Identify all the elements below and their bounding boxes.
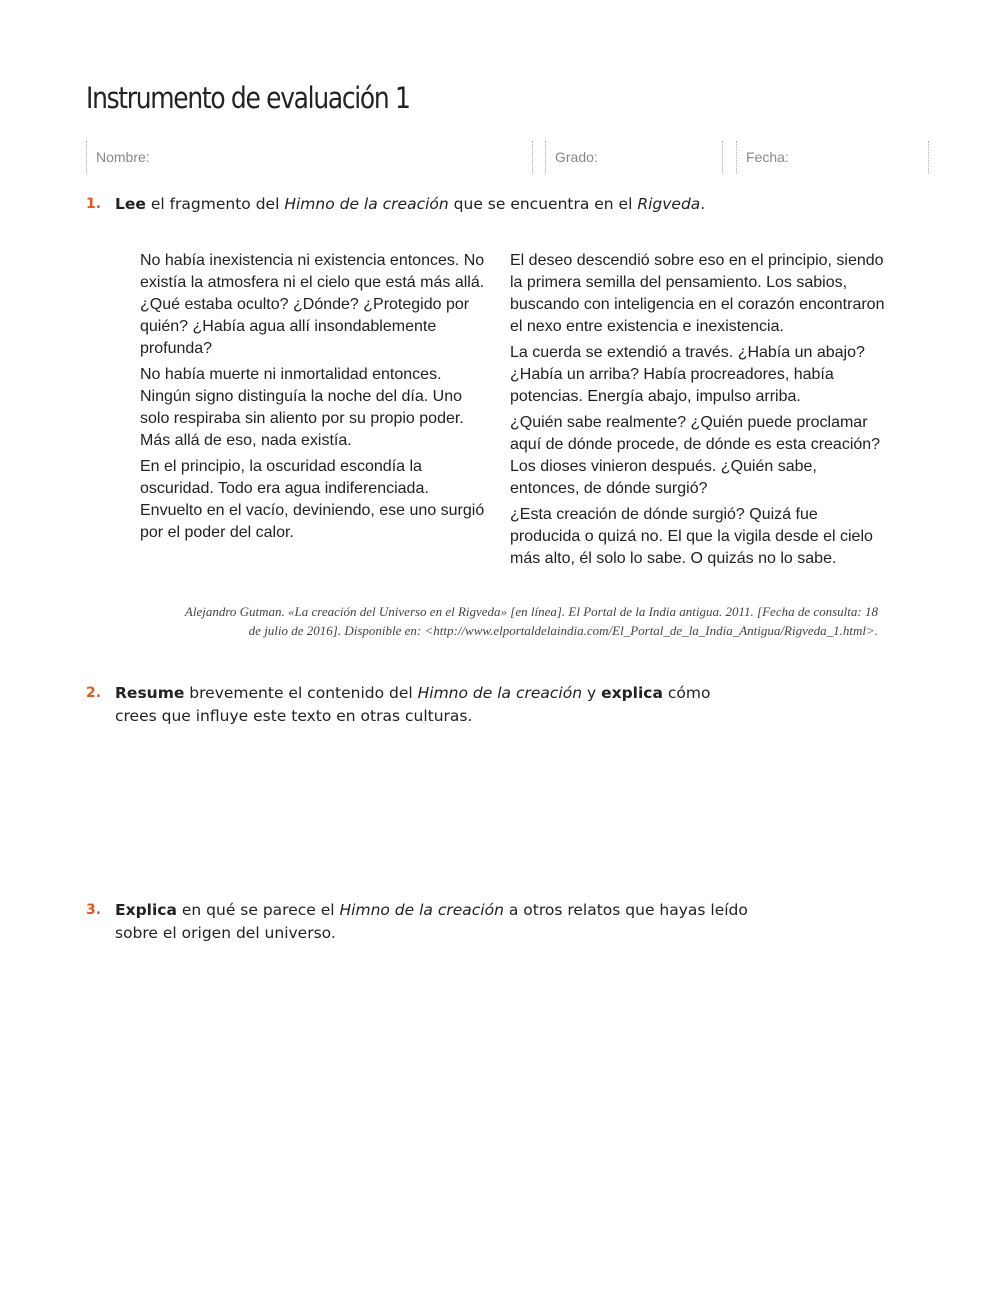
work-title: Himno de la creación bbox=[284, 195, 449, 213]
work-title: Rigveda bbox=[637, 195, 701, 213]
poem-stanza: ¿Esta creación de dónde surgió? Quizá fue producida o quizá no. El que la vigila desde el cielo más alto, él solo lo sabe. O quizás no lo sabe. bbox=[510, 506, 873, 567]
question-text bbox=[115, 682, 755, 728]
citation-line: Alejandro Gutman. «La creación del Universo en el Rigveda» [en línea]. El Portal de la India antigua. 2011. [Fecha de consulta: 18 bbox=[184, 604, 878, 619]
question-text-part: a otros relatos que hayas leído sobre el origen del universo. bbox=[115, 901, 748, 942]
poem-stanza: No había inexistencia ni existencia entonces. No existía la atmosfera ni el cielo que está más allá. ¿Qué estaba oculto? ¿Dónde? ¿Protegido por quién? ¿Había agua allí insondablemente profunda? bbox=[140, 252, 485, 357]
poem-stanza: No había muerte ni inmortalidad entonces. Ningún signo distinguía la noche del día. Uno solo respiraba sin aliento por su propio poder. Más allá de eso, nada existía. bbox=[140, 366, 464, 449]
grado-field[interactable] bbox=[545, 141, 723, 173]
poem-stanza: ¿Quién sabe realmente? ¿Quién puede proclamar aquí de dónde procede, de dónde es esta creación? Los dioses vinieron después. ¿Quién sabe, entonces, de dónde surgió? bbox=[510, 414, 881, 497]
question-text-part: cómo crees que influye este texto en otras culturas. bbox=[115, 684, 711, 725]
poem-stanza: En el principio, la oscuridad escondía la oscuridad. Todo era agua indiferenciada. Envuelto en el vacío, deviniendo, ese uno surgió por el poder del calor. bbox=[140, 458, 485, 541]
question-number: 3. bbox=[86, 902, 102, 918]
student-info-fields bbox=[86, 141, 928, 173]
work-title: Himno de la creación bbox=[339, 901, 504, 919]
instruction-verb: Resume bbox=[115, 684, 185, 702]
question-text-part: que se encuentra en el bbox=[448, 195, 638, 213]
question-text-part: y bbox=[582, 684, 602, 702]
source-citation bbox=[120, 602, 878, 640]
grado-label: Grado: bbox=[555, 149, 598, 165]
question-text-part: en qué se parece el bbox=[176, 901, 340, 919]
poem-column-left bbox=[140, 250, 490, 548]
question-text bbox=[115, 899, 755, 945]
question-number: 2. bbox=[86, 685, 102, 701]
question-number: 1. bbox=[86, 196, 102, 212]
poem-column-right bbox=[510, 250, 890, 574]
question-text-part: . bbox=[700, 195, 706, 213]
question-text-part: el fragmento del bbox=[145, 195, 285, 213]
poem-stanza: El deseo descendió sobre eso en el principio, siendo la primera semilla del pensamiento. Los sabios, buscando con inteligencia en el corazón encontraron el nexo entre existencia e inexistencia. bbox=[510, 252, 885, 335]
fecha-field[interactable] bbox=[736, 141, 929, 173]
instruction-verb: Explica bbox=[115, 901, 177, 919]
nombre-field[interactable] bbox=[86, 141, 533, 173]
instruction-verb: Lee bbox=[115, 195, 146, 213]
question-text bbox=[115, 193, 755, 216]
fecha-label: Fecha: bbox=[746, 149, 789, 165]
work-title: Himno de la creación bbox=[417, 684, 583, 702]
nombre-label: Nombre: bbox=[96, 149, 150, 165]
question-text-part: brevemente el contenido del bbox=[184, 684, 418, 702]
instruction-verb: explica bbox=[601, 684, 663, 702]
page-title: Instrumento de evaluación 1 bbox=[86, 81, 410, 116]
citation-line: de julio de 2016]. Disponible en: <http://www.elportaldelaindia.com/El_Portal_de_la_India_Antigua/Rigveda_1.html>. bbox=[248, 623, 878, 638]
poem-stanza: La cuerda se extendió a través. ¿Había un abajo? ¿Había un arriba? Había procreadores, había potencias. Energía abajo, impulso arriba. bbox=[510, 344, 865, 405]
